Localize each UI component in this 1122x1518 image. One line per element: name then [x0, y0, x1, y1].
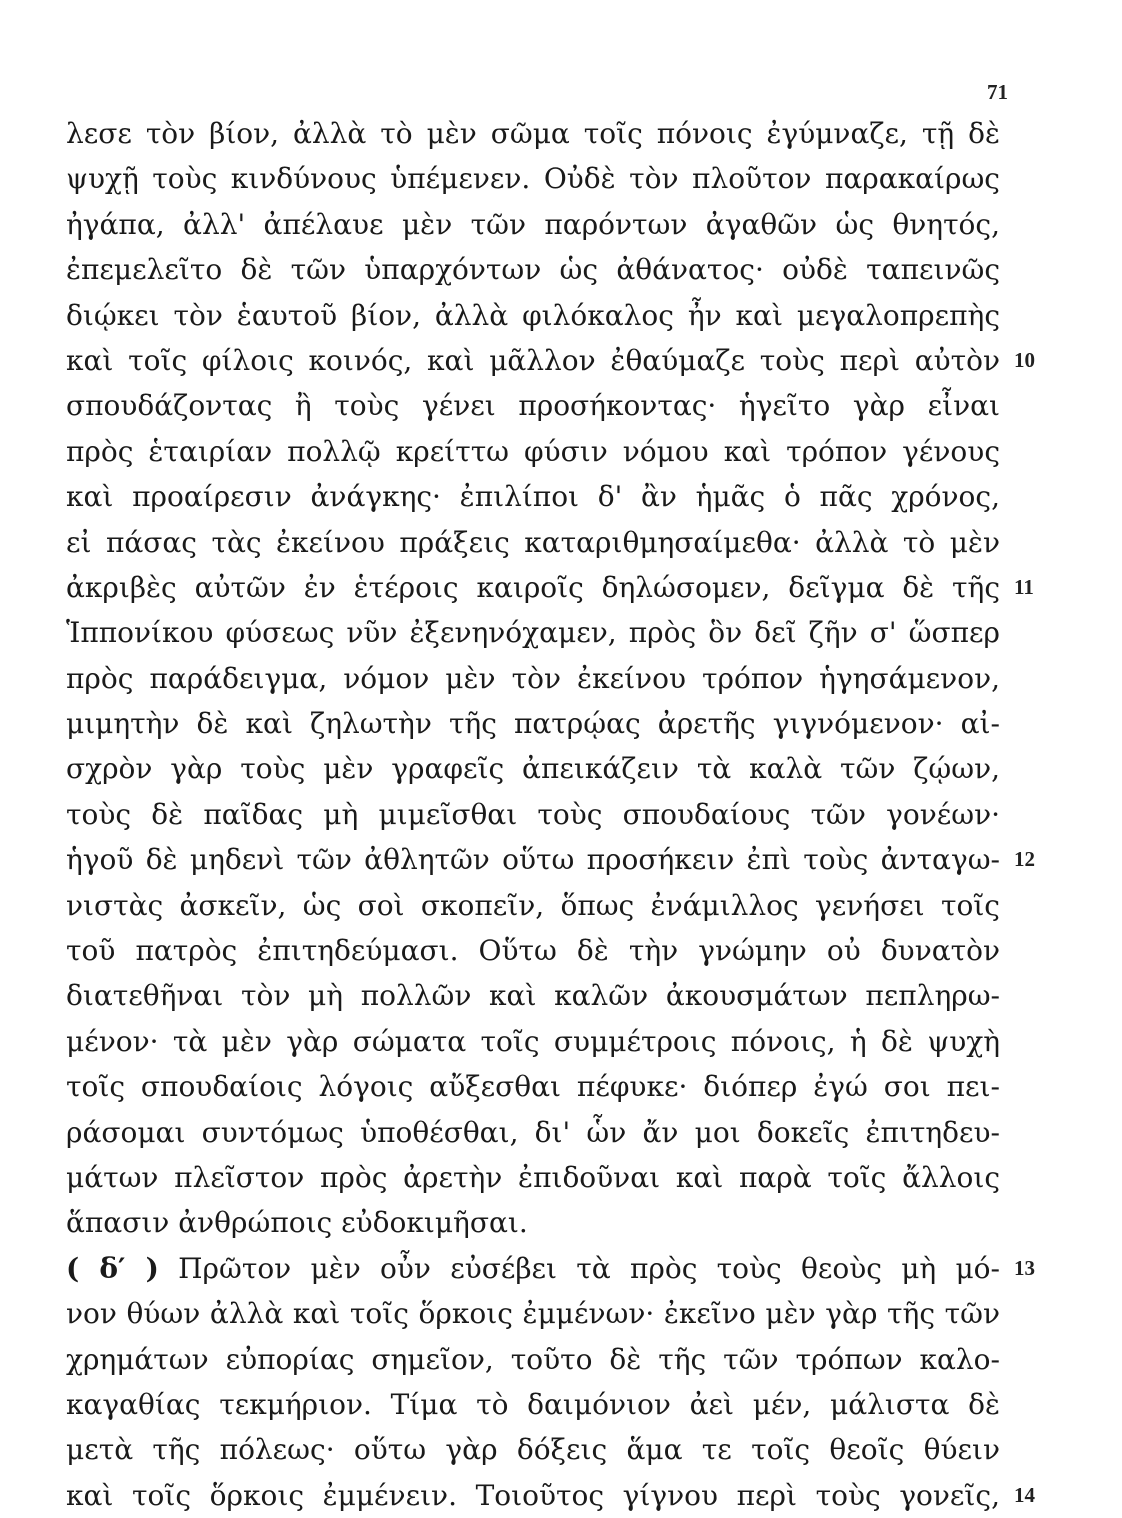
text-line	[66, 656, 1000, 701]
line-text: καὶ τοῖς φίλοις κοινός, καὶ μᾶλλον ἐθαύμαζε τοὺς περὶ αὐτὸν	[66, 343, 1000, 377]
text-line	[66, 610, 1000, 655]
line-text: καγαθίας τεκμήριον. Τίμα τὸ δαιμόνιον ἀεὶ μέν, μάλιστα δὲ	[66, 1387, 1000, 1421]
text-line	[66, 1019, 1000, 1064]
margin-section-number: 12	[1014, 847, 1035, 872]
line-text: ἀκριβὲς αὐτῶν ἐν ἑτέροις καιροῖς δηλώσομεν, δεῖγμα δὲ τῆς	[66, 570, 1000, 604]
text-line	[66, 1337, 1000, 1382]
text-line	[66, 1427, 1000, 1472]
line-text: ἅπασιν ἀνθρώποις εὐδοκιμῆσαι.	[66, 1206, 528, 1240]
text-line	[66, 156, 1000, 201]
text-line	[66, 1110, 1000, 1155]
line-text: ἠγάπα, ἀλλ' ἀπέλαυε μὲν τῶν παρόντων ἀγαθῶν ὡς θνητός,	[66, 207, 1000, 241]
margin-section-number: 13	[1014, 1255, 1035, 1280]
text-line	[66, 520, 1000, 565]
text-line	[66, 293, 1000, 338]
section-marker: ( δ′ )	[66, 1251, 159, 1285]
line-text: λεσε τὸν βίον, ἀλλὰ τὸ μὲν σῶμα τοῖς πόνοις ἐγύμναζε, τῇ δὲ	[66, 117, 1000, 150]
text-line	[66, 1155, 1000, 1200]
text-line	[66, 474, 1000, 519]
text-line	[66, 837, 1035, 882]
line-text: διῴκει τὸν ἑαυτοῦ βίον, ἀλλὰ φιλόκαλος ἦν καὶ μεγαλοπρεπὴς	[66, 298, 1000, 332]
text-line	[66, 1064, 1000, 1109]
line-text: νον θύων ἀλλὰ καὶ τοῖς ὅρκοις ἐμμένων· ἐκεῖνο μὲν γὰρ τῆς τῶν	[66, 1297, 1000, 1331]
line-text: τοῖς σπουδαίοις λόγοις αὔξεσθαι πέφυκε· διόπερ ἐγώ σοι πει-	[66, 1070, 1000, 1104]
text-line	[66, 1382, 1000, 1427]
text-line	[66, 111, 1000, 156]
text-line	[66, 247, 1000, 292]
line-text: μάτων πλεῖστον πρὸς ἀρετὴν ἐπιδοῦναι καὶ παρὰ τοῖς ἄλλοις	[66, 1160, 1000, 1194]
text-line	[66, 1200, 1000, 1245]
text-line	[66, 565, 1034, 610]
text-line	[66, 1473, 1035, 1518]
line-text: χρημάτων εὐπορίας σημεῖον, τοῦτο δὲ τῆς τῶν τρόπων καλο-	[66, 1342, 1000, 1376]
line-text: πρὸς ἑταιρίαν πολλῷ κρείττω φύσιν νόμου καὶ τρόπον γένους	[66, 434, 1000, 468]
line-text: τοὺς δὲ παῖδας μὴ μιμεῖσθαι τοὺς σπουδαίους τῶν γονέων·	[66, 797, 1000, 831]
line-text: διατεθῆναι τὸν μὴ πολλῶν καὶ καλῶν ἀκουσμάτων πεπληρω-	[66, 979, 1000, 1013]
text-line	[66, 338, 1035, 383]
text-line	[66, 202, 1000, 247]
line-text: Πρῶτον μὲν οὖν εὐσέβει τὰ πρὸς τοὺς θεοὺς μὴ μό-	[158, 1251, 1000, 1285]
line-text: ἡγοῦ δὲ μηδενὶ τῶν ἀθλητῶν οὕτω προσήκειν ἐπὶ τοὺς ἀνταγω-	[66, 843, 1000, 877]
margin-section-number: 14	[1014, 1482, 1035, 1507]
text-line	[66, 928, 1000, 973]
line-text: ράσομαι συντόμως ὑποθέσθαι, δι' ὧν ἄν μοι δοκεῖς ἐπιτηδευ-	[66, 1115, 1000, 1149]
line-text: καὶ προαίρεσιν ἀνάγκης· ἐπιλίποι δ' ἂν ἡμᾶς ὁ πᾶς χρόνος,	[66, 480, 1000, 514]
line-text: καὶ τοῖς ὅρκοις ἐμμένειν. Τοιοῦτος γίγνου περὶ τοὺς γονεῖς,	[66, 1478, 1000, 1512]
line-text: νιστὰς ἀσκεῖν, ὡς σοὶ σκοπεῖν, ὅπως ἐνάμιλλος γενήσει τοῖς	[66, 888, 1000, 922]
greek-text-body	[66, 111, 1035, 1518]
line-text: πρὸς παράδειγμα, νόμον μὲν τὸν ἐκείνου τρόπον ἡγησάμενον,	[66, 661, 1000, 695]
line-text: εἰ πάσας τὰς ἐκείνου πράξεις καταριθμησαίμεθα· ἀλλὰ τὸ μὲν	[66, 525, 1000, 559]
line-text: Ἱππονίκου φύσεως νῦν ἐξενηνόχαμεν, πρὸς ὃν δεῖ ζῆν σ' ὥσπερ	[66, 616, 1000, 650]
text-line	[66, 883, 1000, 928]
text-line	[66, 792, 1000, 837]
page-number: 71	[987, 80, 1008, 104]
text-line	[66, 973, 1000, 1018]
text-line	[66, 746, 1000, 791]
text-line	[66, 429, 1000, 474]
line-text: μιμητὴν δὲ καὶ ζηλωτὴν τῆς πατρῴας ἀρετῆς γιγνόμενον· αἰ-	[66, 707, 1000, 741]
line-text: ἐπεμελεῖτο δὲ τῶν ὑπαρχόντων ὡς ἀθάνατος· οὐδὲ ταπεινῶς	[66, 253, 1000, 287]
margin-section-number: 10	[1014, 347, 1035, 372]
line-text: ψυχῇ τοὺς κινδύνους ὑπέμενεν. Οὐδὲ τὸν πλοῦτον παρακαίρως	[66, 162, 1000, 196]
margin-section-number: 11	[1014, 574, 1034, 599]
line-text: τοῦ πατρὸς ἐπιτηδεύμασι. Οὕτω δὲ τὴν γνώμην οὐ δυνατὸν	[66, 934, 1000, 968]
line-text: μένον· τὰ μὲν γὰρ σώματα τοῖς συμμέτροις πόνοις, ἡ δὲ ψυχὴ	[66, 1024, 1000, 1058]
line-text: σπουδάζοντας ἢ τοὺς γένει προσήκοντας· ἡγεῖτο γὰρ εἶναι	[66, 389, 1000, 423]
text-line	[66, 1246, 1035, 1291]
text-line	[66, 1291, 1000, 1336]
text-line	[66, 383, 1000, 428]
line-text: σχρὸν γὰρ τοὺς μὲν γραφεῖς ἀπεικάζειν τὰ καλὰ τῶν ζῴων,	[66, 752, 1000, 786]
text-line	[66, 701, 1000, 746]
line-text: μετὰ τῆς πόλεως· οὕτω γὰρ δόξεις ἅμα τε τοῖς θεοῖς θύειν	[66, 1433, 1000, 1467]
